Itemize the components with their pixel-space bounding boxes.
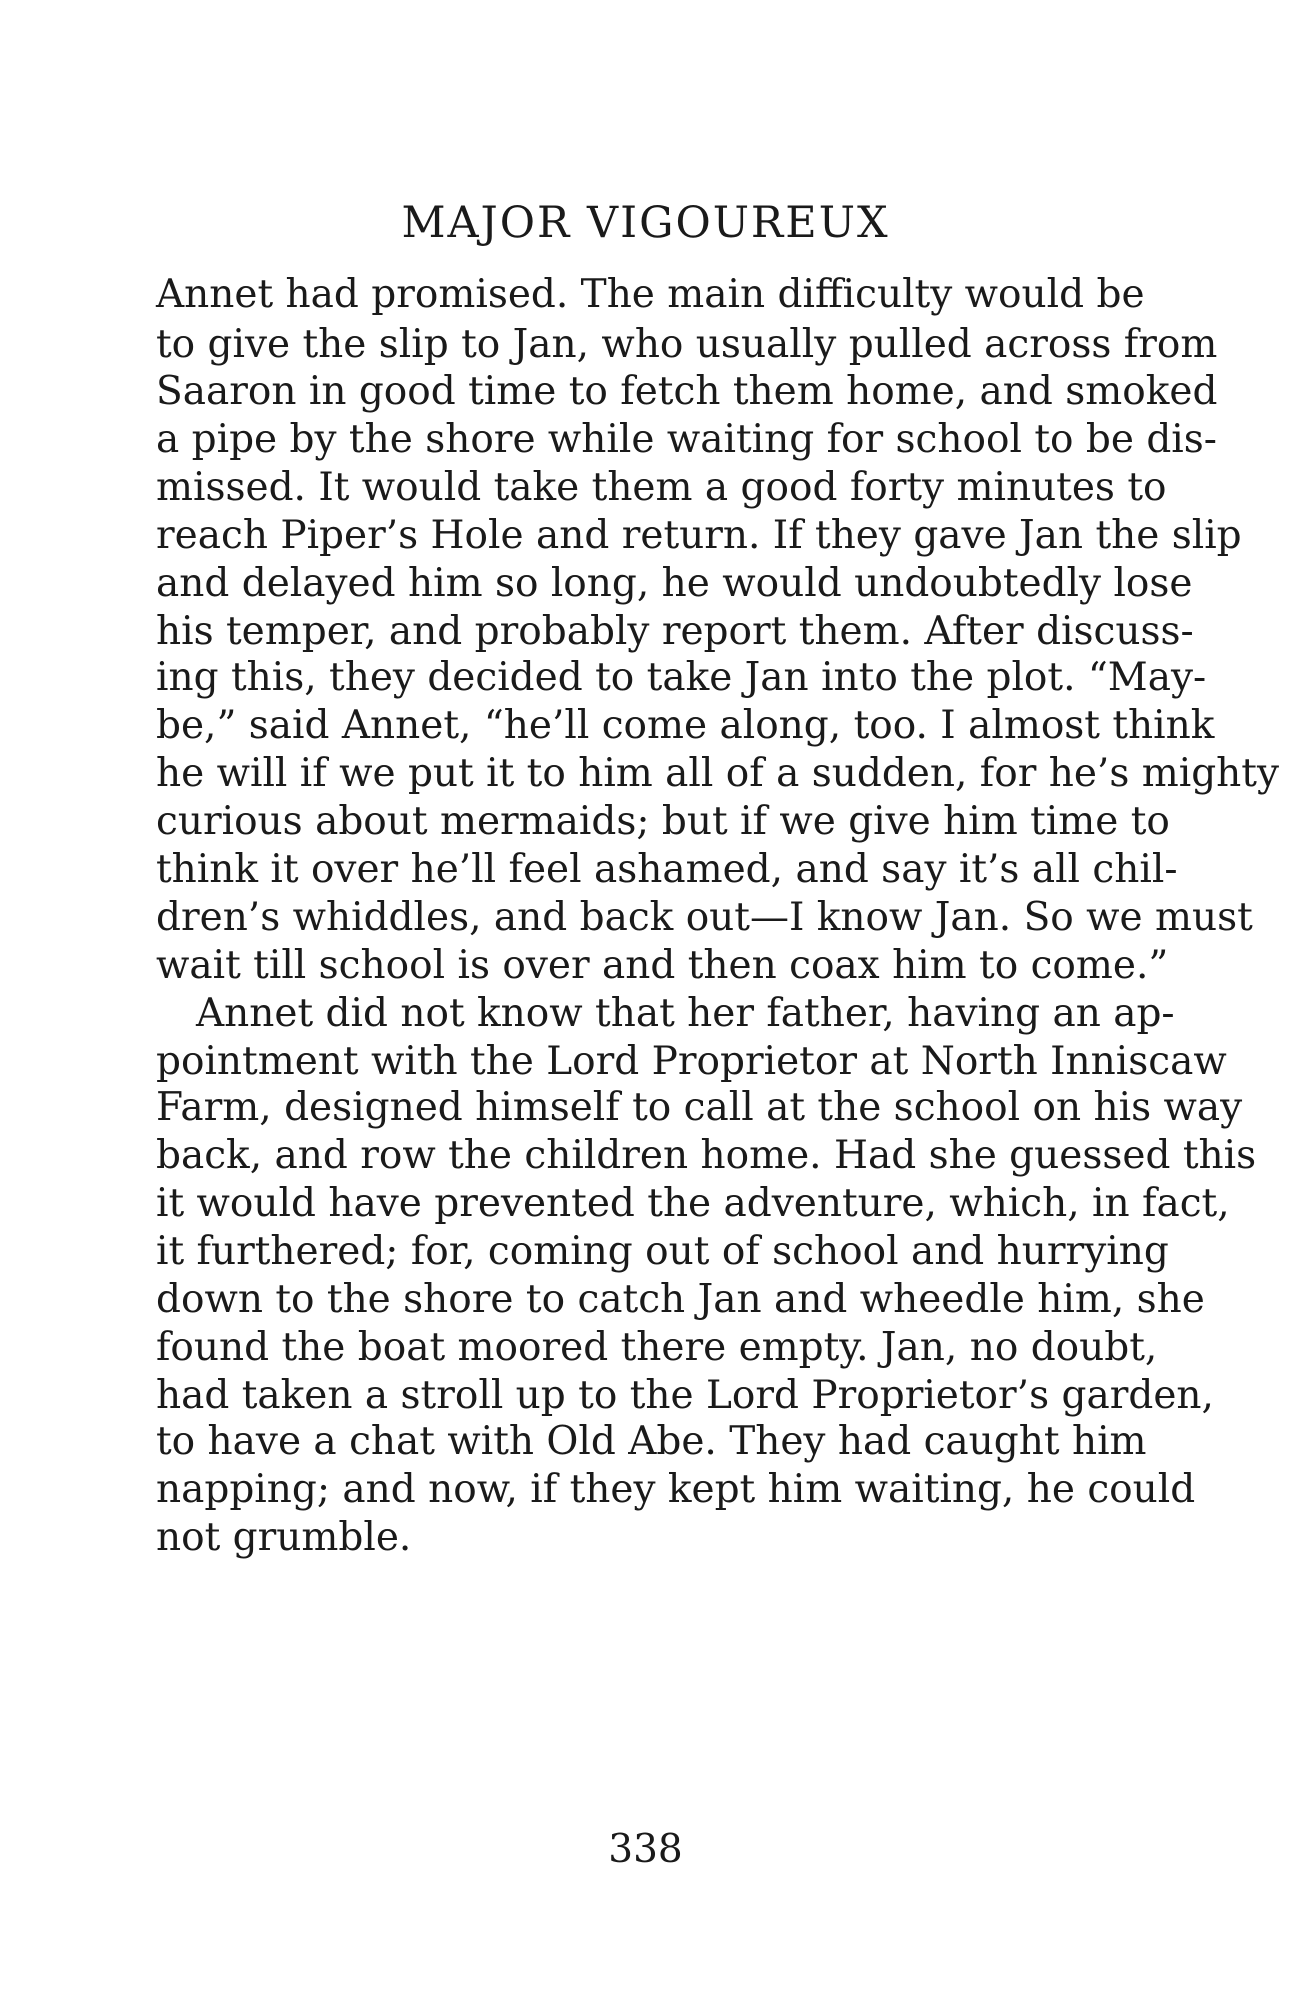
text-line: found the boat moored there empty. Jan, no doubt, [156, 1325, 1158, 1370]
text-line: it would have prevented the adventure, which, in fact, [156, 1181, 1230, 1226]
text-line: missed. It would take them a good forty minutes to [156, 465, 1167, 510]
text-line: ing this, they decided to take Jan into the plot. “May- [156, 655, 1207, 700]
text-line: Annet had promised. The main difficulty would be [156, 272, 1145, 317]
text-line: be,” said Annet, “he’ll come along, too. I almost think [156, 703, 1215, 748]
text-line: down to the shore to catch Jan and wheedle him, she [156, 1277, 1205, 1322]
text-line: Annet did not know that her father, having an ap- [196, 991, 1175, 1036]
text-line: had taken a stroll up to the Lord Proprietor’s garden, [156, 1373, 1214, 1418]
text-line: think it over he’ll feel ashamed, and say it’s all chil- [156, 847, 1178, 892]
text-line: to have a chat with Old Abe. They had caught him [156, 1419, 1147, 1464]
text-line: his temper, and probably report them. After discuss- [156, 609, 1194, 654]
text-line: not grumble. [156, 1515, 412, 1560]
running-head: MAJOR VIGOUREUX [401, 198, 890, 248]
text-line: Saaron in good time to fetch them home, and smoked [156, 369, 1218, 414]
text-line: it furthered; for, coming out of school and hurrying [156, 1229, 1169, 1274]
page-number: 338 [608, 1827, 683, 1872]
text-line: and delayed him so long, he would undoubtedly lose [156, 561, 1193, 606]
text-line: pointment with the Lord Proprietor at North Inniscaw [156, 1039, 1227, 1084]
text-line: a pipe by the shore while waiting for school to be dis- [156, 417, 1217, 462]
text-line: back, and row the children home. Had she guessed this [156, 1133, 1257, 1178]
text-line: reach Piper’s Hole and return. If they gave Jan the slip [156, 513, 1242, 558]
text-line: to give the slip to Jan, who usually pulled across from [156, 322, 1218, 367]
text-line: curious about mermaids; but if we give him time to [156, 799, 1170, 844]
text-line: dren’s whiddles, and back out—I know Jan. So we must [156, 895, 1253, 940]
text-line: napping; and now, if they kept him waiting, he could [156, 1467, 1196, 1512]
text-line: Farm, designed himself to call at the school on his way [156, 1085, 1243, 1130]
text-line: wait till school is over and then coax him to come.” [156, 943, 1169, 988]
text-line: he will if we put it to him all of a sudden, for he’s mighty [156, 751, 1279, 796]
